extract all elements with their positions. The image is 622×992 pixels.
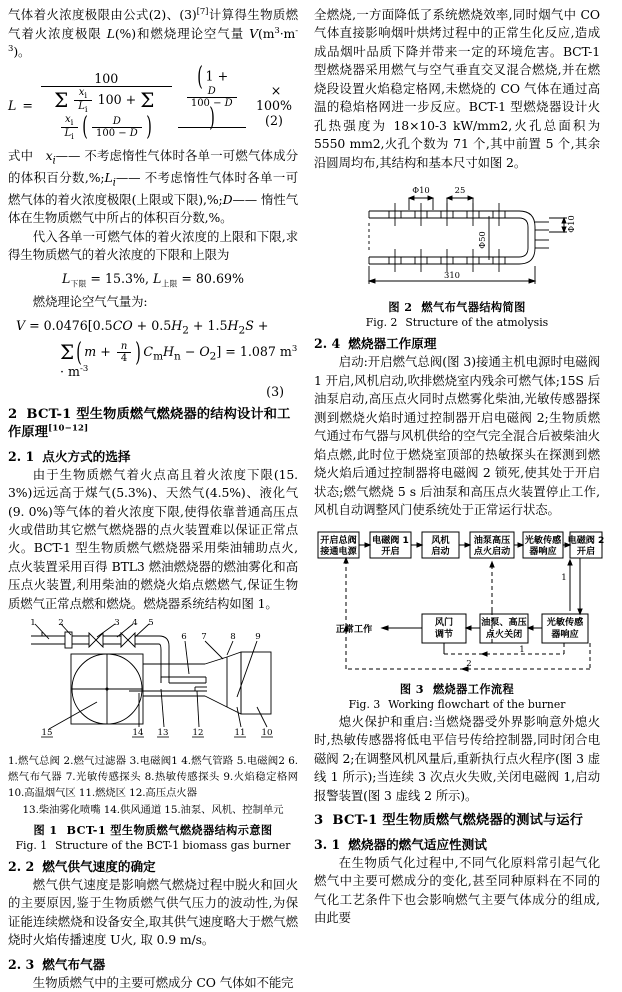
svg-text:开启: 开启	[576, 546, 596, 557]
svg-text:10: 10	[261, 728, 273, 739]
section-2-1-title: 点火方式的选择	[42, 448, 131, 464]
svg-text:12: 12	[192, 728, 204, 739]
svg-text:11: 11	[234, 728, 246, 739]
figure-1-drawing	[9, 619, 297, 752]
figure-3-drawing	[314, 526, 604, 678]
section-3-1-heading	[314, 836, 600, 853]
figure-3-caption-en	[314, 698, 600, 711]
svg-text:光敏传感: 光敏传感	[524, 535, 562, 546]
paragraph-substitute: 代入各单一可燃气体的着火浓度的上限和下限,求得生物质燃气的着火浓度的下限和上限为	[8, 228, 298, 263]
figure-2-dim-spacing: 25	[454, 185, 466, 196]
svg-text:接通电源: 接通电源	[320, 546, 357, 557]
section-3-1-title: 燃烧器的燃气适应性测试	[348, 836, 487, 852]
svg-text:4: 4	[132, 619, 138, 629]
section-2-heading	[8, 406, 298, 442]
svg-text:3: 3	[114, 619, 120, 629]
section-2-1-heading	[8, 448, 298, 465]
svg-text:风机: 风机	[431, 535, 450, 546]
figure-1-title-en: Structure of the BCT-1 biomass gas burner	[55, 838, 291, 852]
left-column	[8, 6, 304, 990]
svg-text:开启总阀: 开启总阀	[320, 535, 357, 546]
svg-text:点火启动: 点火启动	[473, 546, 511, 557]
section-2-3-number: 2. 3	[8, 956, 35, 972]
right-column	[304, 6, 604, 926]
svg-text:2: 2	[58, 619, 64, 629]
figure-2-drawing	[321, 178, 593, 296]
figure-1-caption-cn	[8, 822, 298, 838]
formula-2: L = 100 Σ $\frac{x_i}{L_i}$ 100 + Σ $\frac{x_i}{L_i}$ ( $\frac{D}{100 - D}$ ) ( 1 + $\frac{D}{100 - D}$ ) × 100% (2)	[8, 61, 292, 142]
svg-text:器响应: 器响应	[551, 629, 579, 640]
section-3-heading	[314, 812, 600, 830]
limits-values: $L_{下限} = 15.3\%$, $L_{上限} = 80.69\%$	[62, 270, 244, 289]
section-2-number: 2	[8, 406, 18, 422]
section-2-4-number: 2. 4	[314, 336, 341, 352]
figure-2-title-cn: 燃气布气器结构简图	[421, 300, 526, 315]
citation-ref: [7]	[196, 7, 209, 17]
svg-text:正常工作: 正常工作	[335, 624, 373, 635]
figure-1	[8, 619, 298, 851]
svg-text:8: 8	[230, 632, 236, 643]
figure-2	[314, 178, 600, 329]
svg-text:6: 6	[181, 632, 187, 643]
svg-text:启动: 启动	[431, 546, 450, 557]
svg-text:14: 14	[132, 728, 144, 739]
figure-2-dim-length: 310	[444, 270, 460, 281]
svg-text:调节: 调节	[434, 629, 454, 640]
section-2-citation: [10−12]	[48, 423, 89, 434]
section-2-4-body: 启动:开启燃气总阀(图 3)接通主机电源时电磁阀 1 开启,风机启动,吹排燃烧室内残余可燃气体;15S 后油泵启动,高压点火同时点燃雾化柴油,光敏传感器探测到燃烧火焰时通过控制器开启电磁阀 2;生物质燃气通过布气器与风机供给的空气完全混合后被柴油火焰点燃,此时位于燃烧室顶部的热敏探头在探测到燃烧火焰后通过控制器将电磁阀 2 锁死,使其处于开启状态;燃气燃烧 5 s 后油泵和高压点火装置停止工作,风机自动调整风门使系统处于正常运行状态。	[314, 354, 600, 518]
figure-2-dim-pipe: Φ50	[477, 231, 487, 250]
svg-text:点火关闭: 点火关闭	[485, 629, 523, 640]
section-3-title: BCT-1 型生物质燃气燃烧器的测试与运行	[332, 813, 584, 829]
svg-text:开启: 开启	[381, 546, 400, 557]
section-2-3-heading	[8, 956, 298, 973]
figure-2-dim-side: Φ10	[566, 215, 576, 234]
section-3-1-body: 在生物质气化过程中,不同气化原料常引起气化燃气中主要可燃成分的变化,甚至同种原料在不同的气化工艺条件下也会影响燃气主要气体成分的组成,由此要	[314, 854, 600, 926]
figure-3-label-en: Fig. 3	[348, 697, 381, 711]
section-2-2-heading	[8, 858, 298, 875]
figure-2-label-en: Fig. 2	[365, 316, 398, 330]
section-2-1-body: 由于生物质燃气着火点高且着火浓度下限(15. 3%)远远高于煤气(5.3%)、天然气(4.5%)、液化气(9. 0%)等气体的着火浓度下限,使得依靠普通高压点火或借助其它燃气燃烧器的点火装置难以保证正常点火。BCT-1 型生物质燃气燃烧器采用柴油辅助点火,点火装置采用百得 BTL3 燃油燃烧器的燃油雾化和高压点火装置,利用柴油的燃烧火焰点燃燃气,保证生物质燃气正常点燃和燃烧。燃烧器系统结构如图 1。	[8, 466, 298, 611]
figure-3-title-en: Working flowchart of the burner	[388, 697, 566, 711]
svg-text:光敏传感: 光敏传感	[546, 617, 584, 628]
section-2-4-title: 燃烧器工作原理	[348, 336, 437, 352]
section-2-2-body: 燃气供气速度是影响燃气燃烧过程中脱火和回火的主要原因,鉴于生物质燃气供气压力的波动性,为保证能连续燃烧和设备安全,取其供气速度略大于燃气燃烧时火焰传播速度 U火, 取 0.9 m/s。	[8, 876, 298, 948]
figure-3-label-cn: 图 3	[399, 681, 424, 696]
figure-1-caption-en	[8, 839, 298, 852]
figure-1-legend-2: 13.柴油雾化喷嘴 14.供风通道 15.油泵、风机、控制单元	[22, 804, 284, 817]
figure-1-label-cn: 图 1	[33, 822, 58, 837]
paragraph-where: 式中 $x_i——$ 不考虑惰性气体时各单一可燃气体成分的体积百分数$,\%;L_i——$ 不考虑惰性气体时各单一可燃气体的着火浓度极限(上限或下限),%;D—— 惰性气体在生物质燃气中所占的体积百分数,%。	[8, 148, 298, 226]
section-3-1-number: 3. 1	[314, 836, 341, 852]
section-2-1-number: 2. 1	[8, 448, 35, 464]
paragraph-intro: 气体着火浓度极限由公式(2)、(3)[7]计算得生物质燃气着火浓度极限 L(%)和燃烧理论空气量 $V(m^3\cdot m^{-3})$。	[8, 7, 298, 60]
svg-text:风门: 风门	[434, 617, 454, 628]
svg-text:电磁阀 1: 电磁阀 1	[372, 535, 409, 546]
figure-2-dim-hole: Φ10	[412, 185, 430, 196]
svg-text:5: 5	[148, 619, 154, 629]
formula-3-line2: Σ( m + $\frac{n}{4}$ ) $C_mH_n - O_2] = 1.087$ $m^3 \cdot m^{-3}$	[60, 337, 298, 380]
section-2-2-number: 2. 2	[8, 858, 35, 874]
figure-3-caption-cn	[314, 681, 600, 697]
svg-text:7: 7	[201, 632, 207, 643]
section-2-3-body: 生物质燃气中的主要可燃成分 CO 气体如不能完	[32, 974, 294, 990]
section-2-2-title: 燃气供气速度的确定	[42, 858, 156, 874]
figure-1-legend: 1.燃气总阀 2.燃气过滤器 3.电磁阀1 4.燃气管路 5.电磁阀2 6.燃气布气器 7.光敏传感探头 8.热敏传感探头 9.火焰稳定格网 10.高温烟气区 11.燃烧区 12.高压点火器	[8, 755, 298, 799]
figure-3-dash-label-1b: 1	[519, 644, 525, 655]
figure-2-caption-cn	[314, 299, 600, 315]
section-2-4-heading	[314, 335, 600, 352]
formula-3-number: (3)	[266, 383, 284, 399]
svg-text:13: 13	[157, 728, 169, 739]
figure-1-label-en: Fig. 1	[15, 838, 48, 852]
figure-3	[314, 526, 604, 711]
figure-3-title-cn: 燃烧器工作流程	[432, 681, 515, 696]
figure-3-dash-label-2: 2	[466, 658, 472, 669]
paragraph-relight: 熄火保护和重启:当燃烧器受外界影响意外熄火时,热敏传感器将低电平信号传给控制器,同时闭合电磁阀 2;在调整风机风量后,重新执行点火程序(图 3 虚线 1 所示);当连续 3 次点火失败,关闭电磁阀 1,启动报警装置(图 3 虚线 2 所示)。	[314, 713, 600, 803]
formula-3-line1: $V = 0.0476[0.5CO + 0.5H_2 + 1.5H_2S$ +	[16, 317, 269, 337]
svg-text:1: 1	[30, 619, 36, 629]
section-2-3-title: 燃气布气器	[42, 956, 106, 972]
figure-2-label-cn: 图 2	[388, 300, 413, 315]
svg-text:器响应: 器响应	[529, 546, 557, 557]
svg-text:油泵、高压: 油泵、高压	[481, 617, 527, 628]
svg-text:9: 9	[255, 632, 261, 643]
section-3-number: 3	[314, 813, 324, 829]
svg-text:油泵高压: 油泵高压	[473, 535, 511, 546]
paragraph-right-top: 全燃烧,一方面降低了系统燃烧效率,同时烟气中 CO 气体直接影响烟叶烘烤过程中的正常生化反应,造成成品烟叶品质下降并带来一定的环境危害。BCT-1 型燃烧器采用燃气与空气垂直交叉混合燃烧,并在燃烧段设置火焰稳定格网,未燃烧的 CO 气体在通过高温的稳焰格网进一步反应。BCT-1 型燃烧器设计火孔热强度为 18×10-3 kW/mm2,火孔总面积为 5550 mm2,火孔个数为 71 个,其中前置 5 个,其余沿圆周均布,其结构和基本尺寸如图 2。	[314, 7, 600, 170]
svg-text:15: 15	[41, 728, 53, 739]
svg-text:电磁阀 2: 电磁阀 2	[567, 535, 604, 546]
figure-2-caption-en	[314, 316, 600, 329]
paragraph-air-volume: 燃烧理论空气气量为:	[32, 294, 148, 310]
figure-2-title-en: Structure of the atmolysis	[405, 316, 549, 330]
figure-3-dash-label-1a: 1	[561, 572, 567, 583]
figure-1-title-cn: BCT-1 型生物质燃气燃烧器结构示意图	[66, 822, 273, 837]
section-2-title: BCT-1 型生物质燃气燃烧器的结构设计和工作原理[10−12]	[8, 406, 291, 440]
